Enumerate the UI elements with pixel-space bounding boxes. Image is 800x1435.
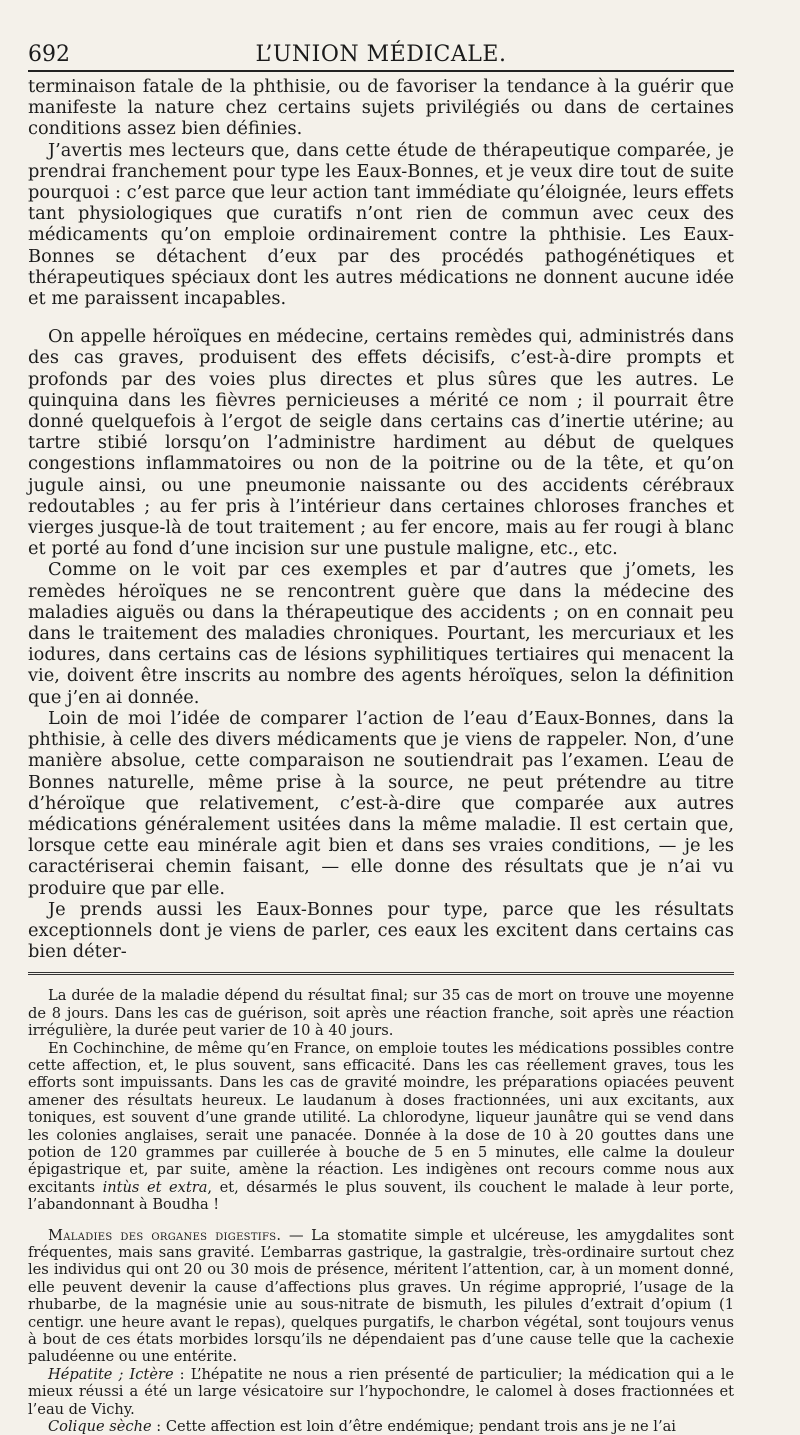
footnote-paragraph-4 bbox=[28, 1366, 734, 1418]
section-heading-digestive: Maladies des organes digestifs. bbox=[48, 1226, 282, 1244]
footnote-3-text: — La stomatite simple et ulcéreuse, les amygdalites sont fréquentes, mais sans gravité. L’embarras gastrique, la gastralgie, très-ordinaire surtout chez les individus qui ont 20 ou 30 mois de présence, méritent l’attention, car, à un moment donné, elle peuvent devenir la cause d’affections plus graves. Un régime approprié, l’usage de la rhubarbe, de la magnésie unie au sous-nitrate de bismuth, les pilules d’extrait d’opium (1 centigr. une heure avant le repas), quelques purgatifs, le charbon végétal, sont toujours venus à bout de ces états morbides lorsqu’ils ne dépendaient pas d’une cause telle que la cachexie paludéenne ou une entérite. bbox=[28, 1226, 734, 1366]
journal-page bbox=[28, 28, 734, 1435]
journal-title: L’UNION MÉDICALE. bbox=[255, 42, 507, 67]
footnote-2-italic: intùs et extra bbox=[102, 1178, 208, 1196]
footnote-separator bbox=[28, 972, 734, 977]
section-heading-colique: Colique sèche bbox=[48, 1418, 152, 1435]
footnote-5-text: : Cette affection est loin d’être endémique; pendant trois ans je ne l’ai bbox=[151, 1418, 676, 1435]
footnote-paragraph-1: La durée de la maladie dépend du résultat final; sur 35 cas de mort on trouve une moyenne de 8 jours. Dans les cas de guérison, soit après une réaction franche, soit après une réaction irrégulière, la durée peut varier de 10 à 40 jours. bbox=[28, 987, 734, 1040]
section-heading-hepatite: Hépatite ; Ictère bbox=[48, 1365, 174, 1383]
paragraph-5: Loin de moi l’idée de comparer l’action de l’eau d’Eaux-Bonnes, dans la phthisie, à celle des divers médicaments que je viens de rappeler. Non, d’une manière absolue, cette comparaison ne soutiendrait pas l’examen. L’eau de Bonnes naturelle, même prise à la source, ne peut prétendre au titre d’héroïque que relativement, c’est-à-dire que comparée aux autres médications généralement usitées dans la même maladie. Il est certain que, lorsque cette eau minérale agit bien et dans ses vraies conditions, — je les caractériserai chemin faisant, — elle donne des résultats que je n’ai vu produire que par elle. bbox=[28, 707, 734, 899]
paragraph-6: Je prends aussi les Eaux-Bonnes pour type, parce que les résultats exceptionnels dont je viens de parler, ces eaux les excitent dans certains cas bien déter- bbox=[28, 898, 734, 963]
footnote-4-text: : L’hépatite ne nous a rien présenté de particulier; la médication qui a le mieux réussi a été un large vésicatoire sur l’hypochondre, le calomel à doses fractionnées et l’eau de Vichy. bbox=[28, 1365, 734, 1418]
header-rule bbox=[28, 70, 734, 72]
footnote-paragraph-5 bbox=[28, 1418, 734, 1435]
paragraph-1: terminaison fatale de la phthisie, ou de favoriser la tendance à la guérir que manifeste la nature chez certains sujets privilégiés ou dans de certaines conditions assez bien définies. bbox=[28, 76, 734, 140]
paragraph-4: Comme on le voit par ces exemples et par d’autres que j’omets, les remèdes héroïques ne se rencontrent guère que dans la médecine des maladies aiguës ou dans la thérapeutique des accidents ; on en connait peu dans le traitement des maladies chroniques. Pourtant, les mercuriaux et les iodures, dans certains cas de lésions syphilitiques tertiaires qui menacent la vie, doivent être inscrits au nombre des agents héroïques, selon la définition que j’en ai donnée. bbox=[28, 559, 734, 708]
paragraph-3: On appelle héroïques en médecine, certains remèdes qui, administrés dans des cas graves, produisent des effets décisifs, c’est-à-dire prompts et profonds par des voies plus directes et plus sûres que les autres. Le quinquina dans les fièvres pernicieuses a mérité ce nom ; il pourrait être donné quelquefois à l’ergot de seigle dans certains cas d’inertie utérine; au tartre stibié lorsqu’on l’administre hardiment au début de quelques congestions inflammatoires ou non de la poitrine ou de la tête, et qu’on jugule ainsi, ou une pneumonie naissante ou des accidents cérébraux redoutables ; au fer pris à l’intérieur dans certaines chloroses franches et vierges jusque-là de tout traitement ; au fer encore, mais au fer rougi à blanc et porté au fond d’une incision sur une pustule maligne, etc., etc. bbox=[28, 326, 734, 560]
page-number: 692 bbox=[28, 42, 70, 67]
main-text bbox=[28, 76, 734, 962]
footnote-2-text-b: , et, désarmés le plus souvent, ils couchent le malade à leur porte, l’abandonnant à Boudha ! bbox=[28, 1178, 734, 1214]
running-head bbox=[28, 28, 734, 68]
footnote-paragraph-3 bbox=[28, 1227, 734, 1366]
footnote-2-text-a: En Cochinchine, de même qu’en France, on emploie toutes les médications possibles contre cette affection, et, le plus souvent, sans efficacité. Dans les cas réellement graves, tous les efforts sont impuissants. Dans les cas de gravité moindre, les préparations opiacées peuvent amener des résultats heureux. Le laudanum à doses fractionnées, uni aux excitants, aux toniques, est souvent d’une grande utilité. La chlorodyne, liqueur jaunâtre qui se vend dans les colonies anglaises, serait une panacée. Donnée à la dose de 10 à 20 gouttes dans une potion de 120 grammes par cuillerée à bouche de 5 en 5 minutes, elle calme la douleur épigastrique et, par suite, amène la réaction. Les indigènes ont recours comme nous aux excitants bbox=[28, 1039, 734, 1196]
paragraph-2: J’avertis mes lecteurs que, dans cette étude de thérapeutique comparée, je prendrai franchement pour type les Eaux-Bonnes, et je veux dire tout de suite pourquoi : c’est parce que leur action tant immédiate qu’éloignée, leurs effets tant physiologiques que curatifs n’ont rien de commun avec ceux des médicaments qu’on emploie ordinairement contre la phthisie. Les Eaux-Bonnes se détachent d’eux par des procédés pathogénétiques et thérapeutiques spéciaux dont les autres médications ne donnent aucune idée et me paraissent incapables. bbox=[28, 139, 734, 310]
footnote-paragraph-2 bbox=[28, 1040, 734, 1214]
footnotes bbox=[28, 987, 734, 1435]
